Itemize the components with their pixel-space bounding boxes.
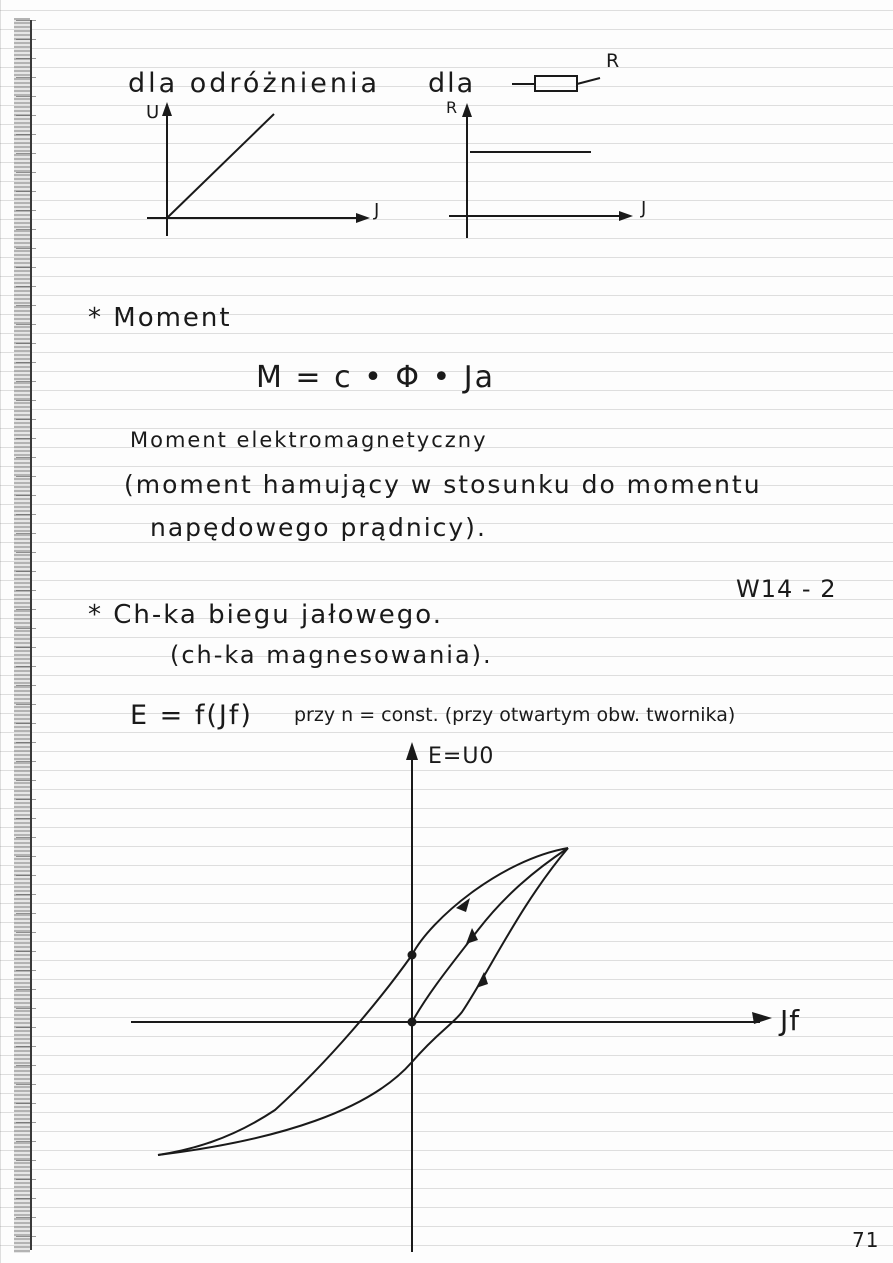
- moment-line-3: napędowego prądnicy).: [150, 513, 487, 542]
- characteristic-heading: * Ch-ka biegu jałowego.: [88, 600, 443, 630]
- left-graph-y-label: U: [146, 102, 161, 123]
- margin-line: [30, 20, 32, 1250]
- left-graph-x-label: J: [374, 200, 381, 221]
- graph-y-axis-label: E=U0: [428, 744, 495, 769]
- graph-x-axis-label: Jf: [780, 1004, 801, 1037]
- moment-formula: M = c • Φ • Ja: [256, 360, 495, 395]
- right-graph-caption: dla: [428, 68, 476, 99]
- margin-ticks: [16, 20, 36, 1250]
- section-code: W14 - 2: [736, 575, 837, 603]
- left-graph-caption: dla odróżnienia: [128, 68, 381, 99]
- moment-heading: * Moment: [88, 303, 232, 333]
- right-graph-y-label: R: [446, 98, 459, 117]
- moment-line-1: Moment elektromagnetyczny: [130, 428, 488, 452]
- characteristic-equation: E = f(Jf): [130, 700, 253, 731]
- characteristic-subheading: (ch-ka magnesowania).: [170, 641, 493, 669]
- characteristic-condition: przy n = const. (przy otwartym obw. twornika): [294, 704, 736, 726]
- moment-line-2: (moment hamujący w stosunku do momentu: [124, 470, 762, 499]
- page-number: 71: [852, 1228, 880, 1252]
- resistor-label: R: [606, 50, 621, 72]
- right-graph-x-label: J: [641, 198, 648, 219]
